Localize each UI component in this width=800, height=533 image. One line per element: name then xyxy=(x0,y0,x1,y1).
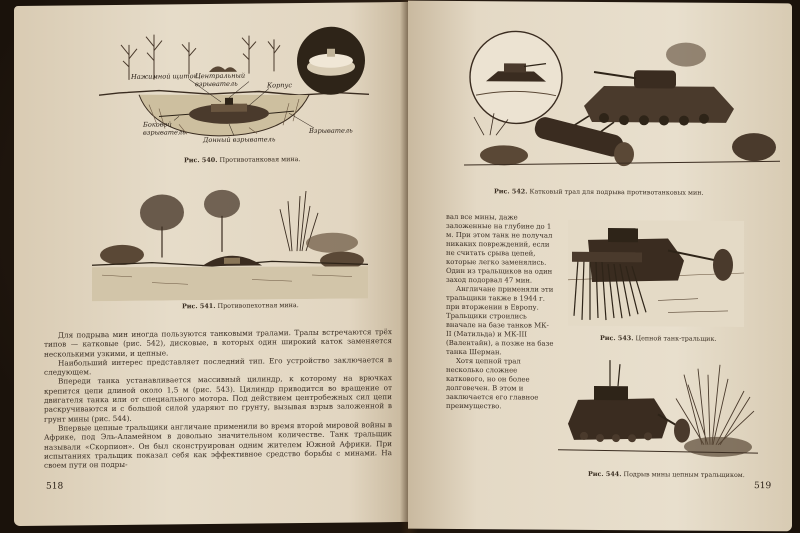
figure-544-flail-explosion xyxy=(558,354,758,467)
label-central-fuse: Центральный взрыватель xyxy=(195,71,246,89)
antipersonnel-mine-illustration xyxy=(92,180,368,301)
figure-542-roller-trawl xyxy=(464,25,780,177)
label-body: Корпус xyxy=(267,81,293,90)
caption-544-number: Рис. 544. xyxy=(588,469,622,479)
caption-fig-540 xyxy=(184,155,301,164)
paragraph-3: Впереди танка устанавливается массивный цилиндр, к которому на врючках крепится цепи длиной около 1,5 м (рис. 543). Цилиндр приводится во вращение от двигателя танка или от специального мотора. Под действием центробежных сил цепи раскручиваются и с большой силой ударяют по грунту, вызывая взрыв заложенной в грунт мины (рис. 544). xyxy=(44,373,392,424)
figure-543-chain-flail-tank xyxy=(568,220,744,327)
caption-540-number: Рис. 540. xyxy=(184,155,218,165)
caption-542-text: Катковый трал для подрыва противотанковых мин. xyxy=(529,187,704,197)
flail-explosion-illustration xyxy=(558,354,758,467)
page-number-left: 518 xyxy=(46,481,64,492)
caption-fig-543 xyxy=(600,334,716,343)
column-paragraph-2: Англичане применяли эти тральщики также в 1944 г. при вторжении в Европу. Тральщики строились вначале на базе танков МК-II (Матильда) и МК-III (Валентайн), а позже на базе танка Шерман. xyxy=(446,284,554,357)
caption-543-number: Рис. 543. xyxy=(600,334,634,343)
left-page-body-text xyxy=(44,327,392,470)
caption-544-text: Подрыв мины цепным тральщиком. xyxy=(623,470,745,480)
figure-540-antitank-mine xyxy=(99,22,369,153)
paragraph-4: Впервые цепные тральщики англичане применили во время второй мировой войны в Африке, под Эль-Аламейном в довольно значительном количестве. Танк тральщик называли «Скорпион». Он был сконструирован одним жителем Южной Африки. При испытаниях тральщик показал себя как эффективное средство борьбы с минами. На своем пути он подры- xyxy=(44,420,392,470)
caption-541-number: Рис. 541. xyxy=(182,301,216,311)
paragraph-2: Наибольший интерес представляет последний тип. Его устройство заключается в следующем. xyxy=(44,354,392,377)
caption-543-text: Цепной танк-тральщик. xyxy=(635,334,717,343)
paragraph-1: Для подрыва мин иногда пользуются танковыми тралами. Тралы встречаются трёх типов — катковые (рис. 542), дисковые, в которых один широкий каток заменяется несколькими узкими, и цепные. xyxy=(44,327,392,359)
figure-541-antipersonnel-mine xyxy=(92,180,368,301)
right-page xyxy=(408,1,792,532)
caption-542-number: Рис. 542. xyxy=(494,187,528,196)
roller-trawl-illustration xyxy=(464,25,780,177)
caption-540-text: Противотанковая мина. xyxy=(219,155,301,164)
label-press-cover: Нажимной щиток xyxy=(131,72,198,81)
caption-fig-541 xyxy=(182,301,299,310)
column-paragraph-3: Хотя цепной трал несколько сложнее каткового, но он более долговечен. В этом и заключается его главное преимущество. xyxy=(446,356,539,411)
left-page xyxy=(14,2,408,526)
right-page-text-column xyxy=(446,213,554,412)
caption-fig-542 xyxy=(494,187,704,196)
caption-541-text: Противопехотная мина. xyxy=(217,301,299,310)
label-side-fuse: Боковой взрыватель xyxy=(143,120,186,137)
column-paragraph-1: вал все мины, даже заложенные на глубине до 1 м. При этом танк не получал никаких повреждений, если не считать срыва цепей, которые легко заменялись. Один из тральщиков на один заход подорвал 47 мин. xyxy=(446,212,553,285)
chain-flail-illustration xyxy=(568,220,744,327)
caption-fig-544 xyxy=(588,470,745,479)
page-number-right: 519 xyxy=(754,481,772,492)
label-bottom-fuse: Донный взрыватель xyxy=(203,135,276,145)
label-fuse: Взрыватель xyxy=(309,126,353,135)
